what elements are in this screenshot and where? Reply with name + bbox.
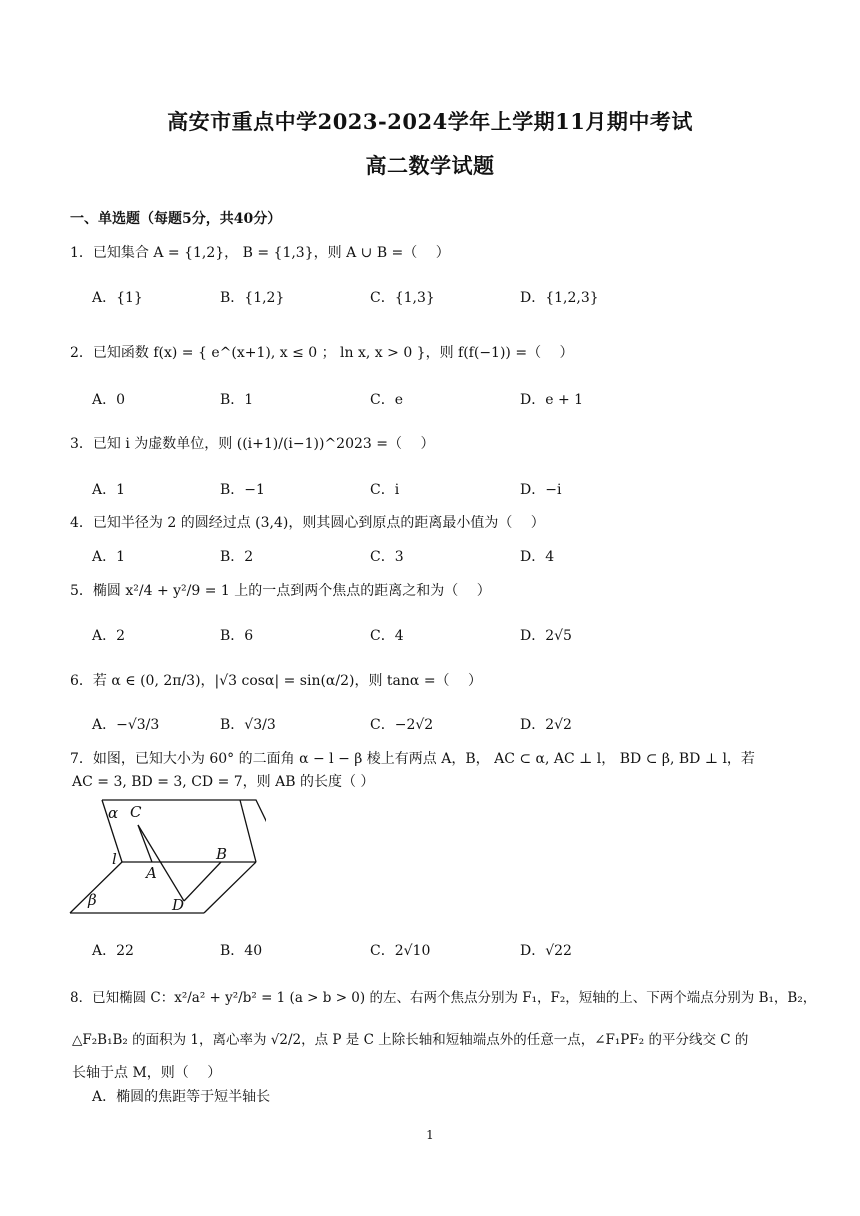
q2-option-d: D．e + 1 [520, 392, 584, 408]
question-7: 7．如图，已知大小为 60° 的二面角 α − l − β 棱上有两点 A，B， AC ⊂ α, AC ⊥ l， BD ⊂ β, BD ⊥ l，若 [70, 751, 755, 767]
q4-option-c: C．3 [370, 549, 404, 565]
segment-bd [184, 862, 221, 901]
q7-option-b: B．40 [220, 943, 263, 959]
q5-option-a: A．2 [92, 628, 126, 644]
q4-option-b: B．2 [220, 549, 254, 565]
q6-option-d: D．2√2 [520, 717, 572, 733]
q1-option-a: A．{1} [92, 290, 143, 306]
question-4: 4．已知半径为 2 的圆经过点 (3,4)，则其圆心到原点的距离最小值为（ ） [70, 515, 545, 531]
question-3: 3．已知 i 为虚数单位，则 ((i+1)/(i−1))^2023 =（ ） [70, 436, 435, 452]
question-8: 8．已知椭圆 C：x²/a² + y²/b² = 1 (a > b > 0) 的左、右两个焦点分别为 F₁，F₂，短轴的上、下两个端点分别为 B₁，B₂， [70, 990, 817, 1006]
q3-option-b: B．−1 [220, 482, 265, 498]
label-l: l [112, 850, 117, 868]
q5-option-b: B．6 [220, 628, 254, 644]
label-alpha: α [108, 804, 119, 822]
q7-option-a: A．22 [92, 943, 134, 959]
q4-option-a: A．1 [92, 549, 126, 565]
q3-option-a: A．1 [92, 482, 126, 498]
question-2: 2．已知函数 f(x) = { e^(x+1), x ≤ 0 ； ln x, x > 0 }，则 f(f(−1)) =（ ） [70, 345, 574, 361]
exam-subtitle: 高二数学试题 [365, 153, 495, 178]
q6-option-c: C．−2√2 [370, 717, 434, 733]
q6-option-b: B．√3/3 [220, 717, 276, 733]
q2-option-a: A．0 [92, 392, 126, 408]
q3-option-d: D．−i [520, 482, 562, 498]
label-beta: β [88, 891, 97, 909]
section-heading: 一、单选题（每题5分，共40分） [70, 211, 282, 227]
question-7-line2: AC = 3, BD = 3, CD = 7，则 AB 的长度（ ） [72, 774, 375, 790]
q6-option-a: A．−√3/3 [92, 717, 160, 733]
q5-option-d: D．2√5 [520, 628, 572, 644]
page-number: 1 [426, 1128, 434, 1142]
dihedral-angle-figure [66, 795, 266, 920]
plane-alpha-right-edge [240, 800, 256, 862]
q2-option-c: C．e [370, 392, 403, 408]
plane-beta-right-edge [204, 862, 256, 913]
question-8-line2: △F₂B₁B₂ 的面积为 1，离心率为 √2/2，点 P 是 C 上除长轴和短轴端点外的任意一点，∠F₁PF₂ 的平分线交 C 的 [72, 1032, 749, 1048]
label-d: D [172, 896, 185, 914]
question-8-line3: 长轴于点 M，则（ ） [72, 1065, 222, 1081]
q4-option-d: D．4 [520, 549, 555, 565]
label-b: B [216, 845, 228, 863]
q2-option-b: B．1 [220, 392, 254, 408]
q1-option-c: C．{1,3} [370, 290, 435, 306]
question-5: 5．椭圆 x²/4 + y²/9 = 1 上的一点到两个焦点的距离之和为（ ） [70, 583, 491, 599]
q7-option-d: D．√22 [520, 943, 572, 959]
q7-option-c: C．2√10 [370, 943, 431, 959]
q3-option-c: C．i [370, 482, 400, 498]
segment-cd [138, 825, 184, 901]
q5-option-c: C．4 [370, 628, 404, 644]
label-a: A [146, 864, 157, 882]
q1-option-d: D．{1,2,3} [520, 290, 599, 306]
plane-alpha-top-edge [102, 800, 266, 862]
label-c: C [130, 803, 142, 821]
question-6: 6．若 α ∈ (0, 2π/3)，|√3 cosα| = sin(α/2)，则 tanα =（ ） [70, 673, 482, 689]
exam-title: 高安市重点中学2023-2024学年上学期11月期中考试 [167, 109, 693, 134]
q8-option-a: A．椭圆的焦距等于短半轴长 [92, 1089, 271, 1105]
q1-option-b: B．{1,2} [220, 290, 285, 306]
question-1: 1．已知集合 A = {1,2}， B = {1,3}，则 A ∪ B =（ ） [70, 245, 450, 261]
